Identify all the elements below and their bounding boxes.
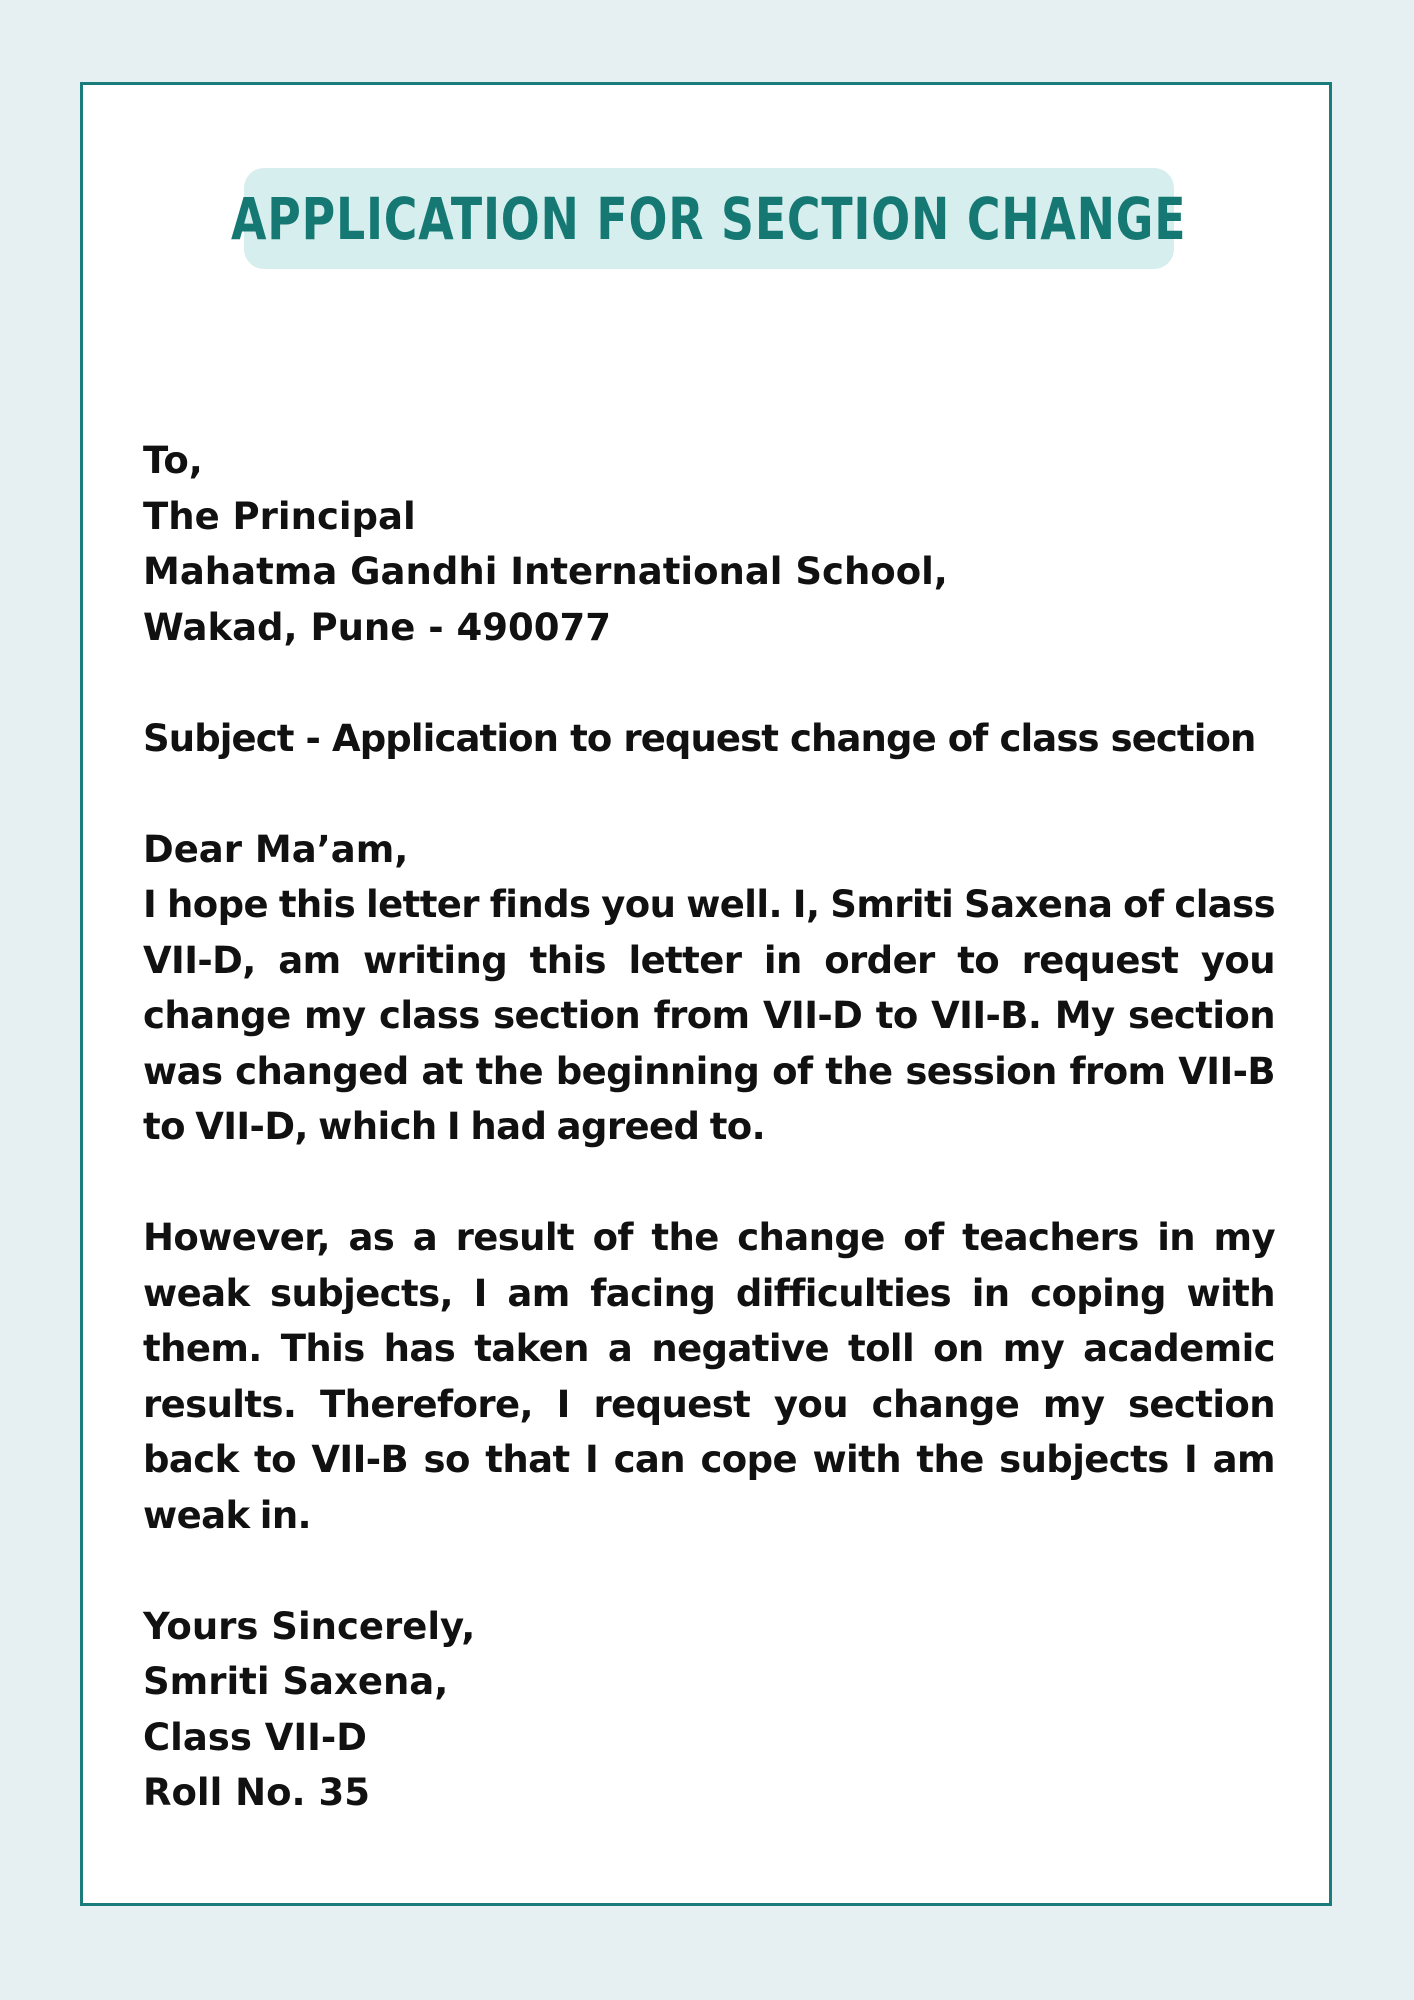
letter-body bbox=[143, 433, 1275, 1821]
address-school: Mahatma Gandhi International School, bbox=[143, 550, 948, 593]
address-location: Wakad, Pune - 490077 bbox=[143, 605, 611, 649]
paragraph-2: However, as a result of the change of teachers in my weak subjects, I am facing difficulties in coping with them. This has taken a negative toll on my academic results. Therefore, I request you change my section back to VII-B so that I can cope with the subjects I am weak in. bbox=[143, 1216, 1275, 1537]
spacer bbox=[143, 766, 1275, 822]
spacer bbox=[143, 1543, 1275, 1599]
spacer bbox=[143, 1155, 1275, 1211]
subject-line: Subject - Application to request change of class section bbox=[143, 716, 1256, 760]
spacer bbox=[143, 655, 1275, 711]
salutation: Dear Ma’am, bbox=[143, 827, 409, 871]
closing-sign-off: Yours Sincerely, bbox=[143, 1604, 476, 1648]
address-to: To, bbox=[143, 439, 203, 482]
page-title: APPLICATION FOR SECTION CHANGE bbox=[231, 184, 1187, 253]
paragraph-1: I hope this letter finds you well. I, Smriti Saxena of class VII-D, am writing this letter in order to request you change my class section from VII-D to VII-B. My section was changed at the beginning of the session from VII-B to VII-D, which I had agreed to. bbox=[143, 883, 1275, 1148]
signature-name: Smriti Saxena, bbox=[143, 1660, 449, 1703]
letter-page bbox=[80, 82, 1332, 1906]
signature-class: Class VII-D bbox=[143, 1715, 367, 1759]
signature-roll-number: Roll No. 35 bbox=[143, 1771, 370, 1814]
address-recipient: The Principal bbox=[143, 494, 416, 538]
title-banner bbox=[231, 168, 1187, 269]
